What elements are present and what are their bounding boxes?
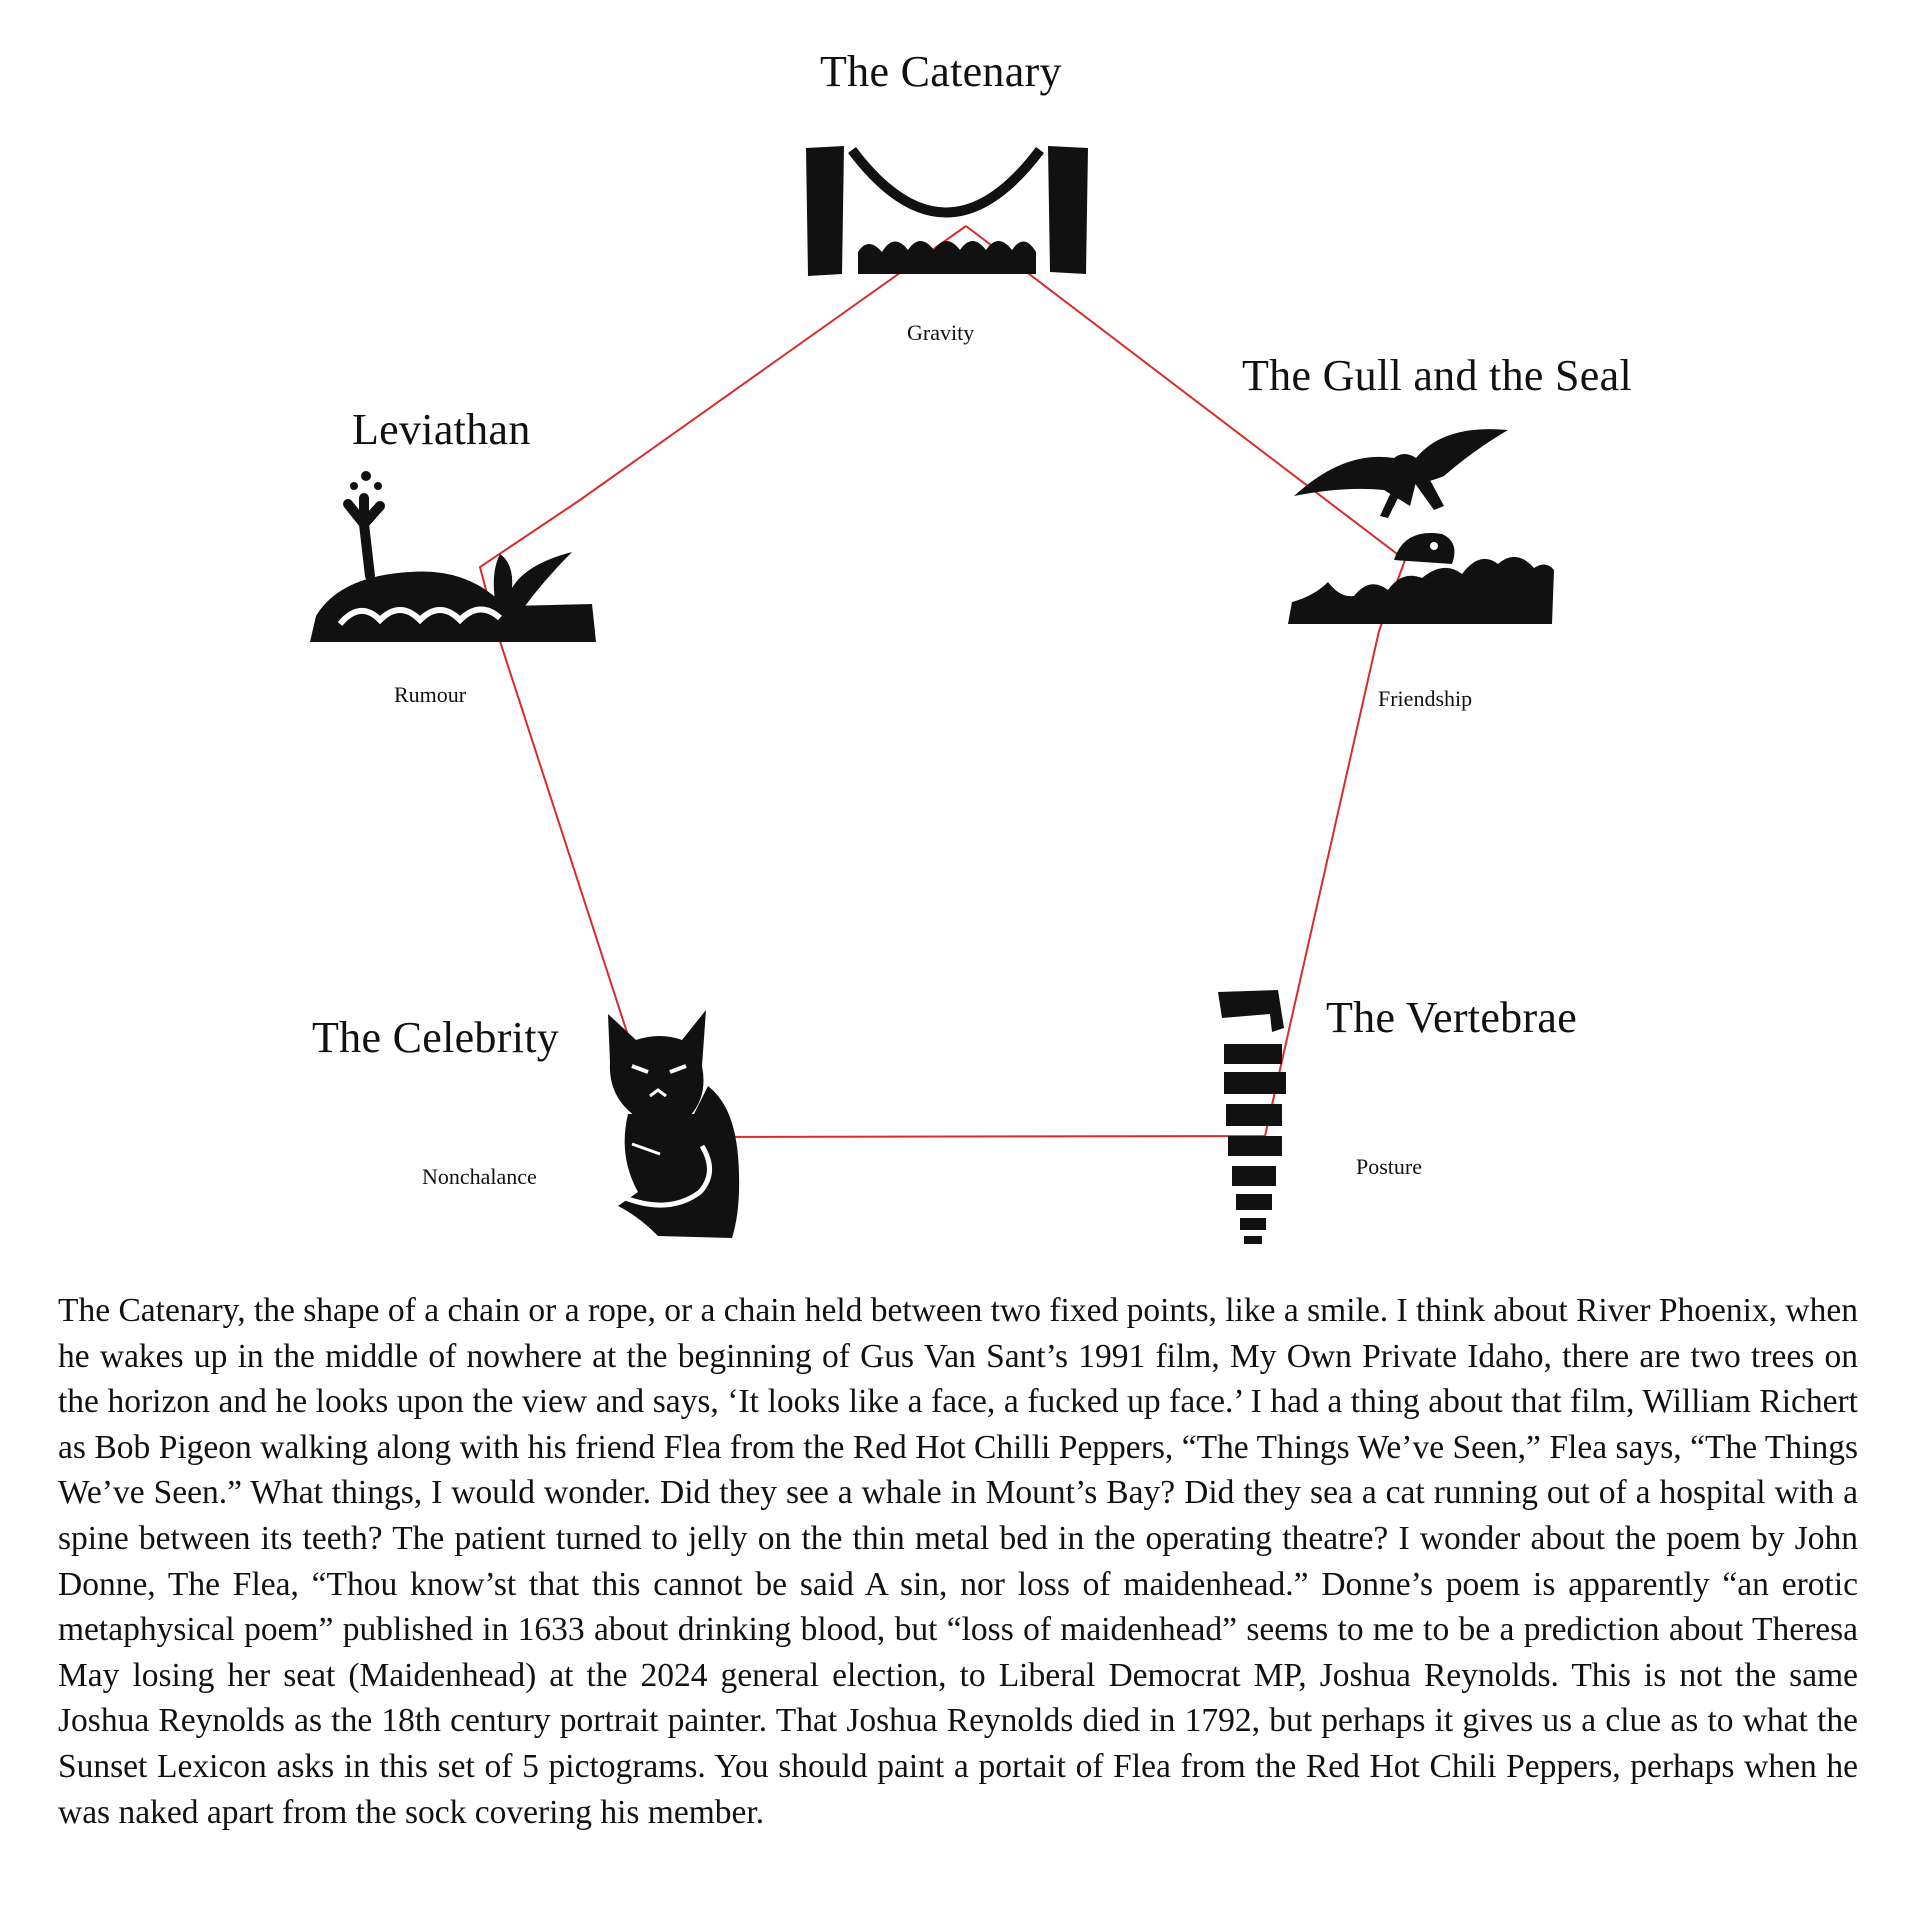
node-title-celebrity: The Celebrity <box>312 1013 560 1062</box>
vertebrae-icon <box>1214 988 1314 1248</box>
node-title-leviathan: Leviathan <box>352 405 531 454</box>
node-title-vertebrae: The Vertebrae <box>1326 993 1578 1042</box>
node-title-catenary: The Catenary <box>820 47 1062 96</box>
node-subtitle-gull-seal: Friendship <box>1378 686 1473 711</box>
whale-icon <box>300 464 600 644</box>
catenary-bridge-icon <box>796 140 1096 280</box>
node-title-gull-seal: The Gull and the Seal <box>1242 351 1632 400</box>
node-subtitle-leviathan: Rumour <box>394 682 467 707</box>
node-subtitle-celebrity: Nonchalance <box>422 1164 537 1189</box>
node-subtitle-vertebrae: Posture <box>1356 1154 1422 1179</box>
essay-text: The Catenary, the shape of a chain or a rope, or a chain held between two fixed points, like a smile. I think about River Phoenix, when he wakes up in the middle of nowhere at the beginning of Gus Van Sant’s 1991 film, My Own Private Idaho, there are two trees on the horizon and he looks upon the view and says, ‘It looks like a face, a fucked up face.’ I had a thing about that film, William Richert as Bob Pigeon walking along with his friend Flea from the Red Hot Chilli Peppers, “The Things We’ve Seen,” Flea says, “The Things We’ve Seen.” What things, I would wonder. Did they see a whale in Mount’s Bay? Did they sea a cat running out of a hospital with a spine between its teeth? The patient turned to jelly on the thin metal bed in the operating theatre? I wonder about the poem by John Donne, The Flea, “Thou know’st that this cannot be said A sin, nor loss of maidenhead.” Donne’s poem is apparently “an erotic metaphysical poem” published in 1633 about drinking blood, but “loss of maidenhead” seems to me to be a prediction about Theresa May losing her seat (Maidenhead) at the 2024 general election, to Liberal Democrat MP, Joshua Reynolds. This is not the same Joshua Reynolds as the 18th century portrait painter. That Joshua Reynolds died in 1792, but perhaps it gives us a clue as to what the Sunset Lexicon asks in this set of 5 pictograms. You should paint a portait of Flea from the Red Hot Chili Peppers, perhaps when he was naked apart from the sock covering his member. <box>58 1292 1858 1831</box>
cat-icon <box>598 1006 758 1246</box>
gull-and-seal-icon <box>1284 410 1564 630</box>
node-subtitle-catenary: Gravity <box>907 320 975 345</box>
